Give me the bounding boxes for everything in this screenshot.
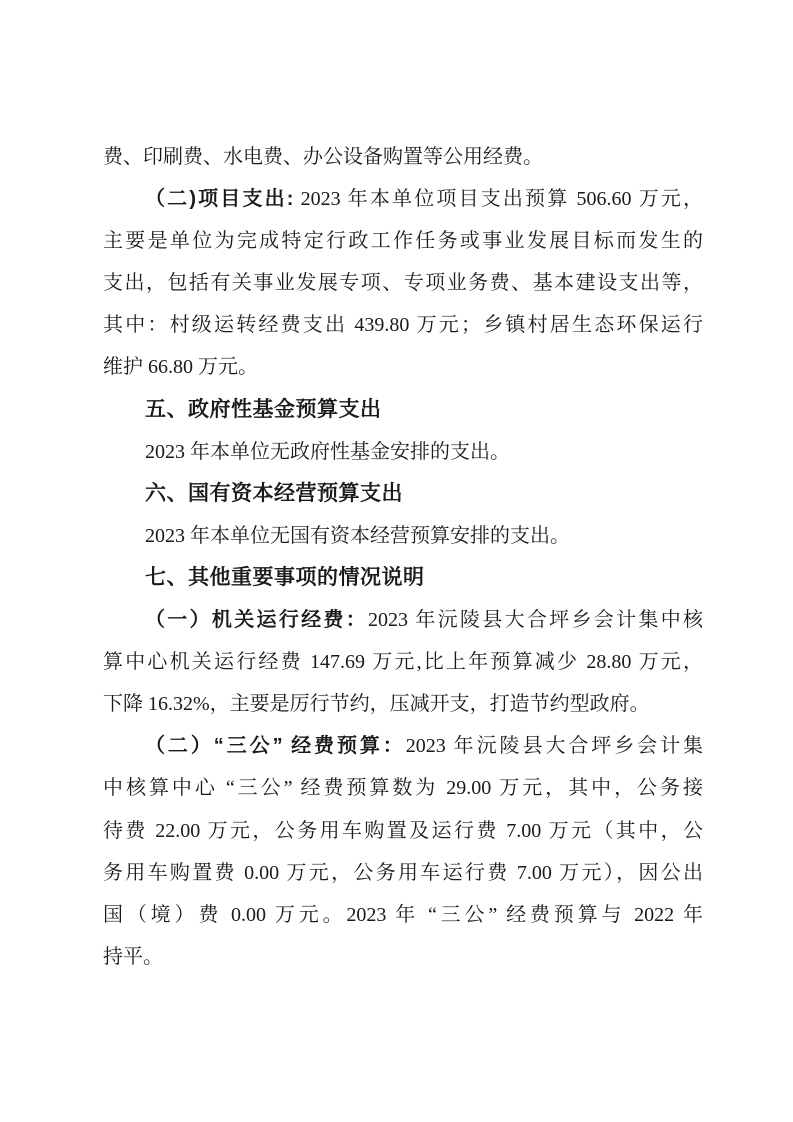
text-line: [103, 936, 703, 978]
text-line: [103, 431, 703, 473]
section-heading: [103, 389, 703, 431]
text-line: [103, 683, 703, 725]
text-line: [103, 304, 703, 346]
body-text: 待费 22.00 万元，公务用车购置及运行费 7.00 万元（其中，公: [103, 819, 703, 842]
text-line: [103, 641, 703, 683]
body-text: 持平。: [103, 945, 163, 968]
section-heading: [103, 557, 703, 599]
section-heading: [103, 473, 703, 515]
text-line: [103, 346, 703, 388]
body-text: 算中心机关运行经费 147.69 万元,比上年预算减少 28.80 万元，: [103, 651, 703, 674]
document-body: [103, 136, 703, 978]
body-text: 下降 16.32%，主要是厉行节约，压减开支，打造节约型政府。: [103, 693, 650, 716]
text-line: [103, 515, 703, 557]
text-line: [103, 767, 703, 809]
body-text: 2023 年沅陵县大合坪乡会计集: [405, 735, 703, 758]
text-line: [103, 725, 703, 767]
body-text: 国（境）费 0.00 万元。2023 年 “三公” 经费预算与 2022 年: [103, 903, 703, 926]
text-line: [103, 894, 703, 936]
text-line: [103, 810, 703, 852]
body-text: 其中：村级运转经费支出 439.80 万元；乡镇村居生态环保运行: [103, 314, 703, 337]
bold-lead-text: （二）“三公” 经费预算：: [145, 735, 406, 758]
bold-lead-text: （一）机关运行经费：: [145, 609, 369, 632]
bold-lead-text: 六、国有资本经营预算支出: [145, 481, 403, 505]
text-line: [103, 136, 703, 178]
bold-lead-text: 七、其他重要事项的情况说明: [145, 565, 425, 589]
body-text: 2023 年本单位项目支出预算 506.60 万元，: [293, 188, 703, 211]
body-text: 维护 66.80 万元。: [103, 356, 258, 379]
body-text: 2023 年本单位无政府性基金安排的支出。: [145, 440, 510, 463]
text-line: [103, 262, 703, 304]
text-line: [103, 220, 703, 262]
body-text: 主要是单位为完成特定行政工作任务或事业发展目标而发生的: [103, 230, 703, 253]
text-line: [103, 852, 703, 894]
body-text: 2023 年沅陵县大合坪乡会计集中核: [368, 609, 703, 632]
body-text: 2023 年本单位无国有资本经营预算安排的支出。: [145, 524, 570, 547]
body-text: 务用车购置费 0.00 万元，公务用车运行费 7.00 万元），因公出: [103, 861, 703, 884]
body-text: 支出，包括有关事业发展专项、专项业务费、基本建设支出等，: [103, 272, 703, 295]
body-text: 中核算中心 “三公” 经费预算数为 29.00 万元，其中，公务接: [103, 777, 703, 800]
bold-lead-text: （二)项目支出:: [145, 188, 294, 211]
text-line: [103, 178, 703, 220]
bold-lead-text: 五、政府性基金预算支出: [145, 397, 382, 421]
body-text: 费、印刷费、水电费、办公设备购置等公用经费。: [103, 146, 543, 168]
text-line: [103, 599, 703, 641]
